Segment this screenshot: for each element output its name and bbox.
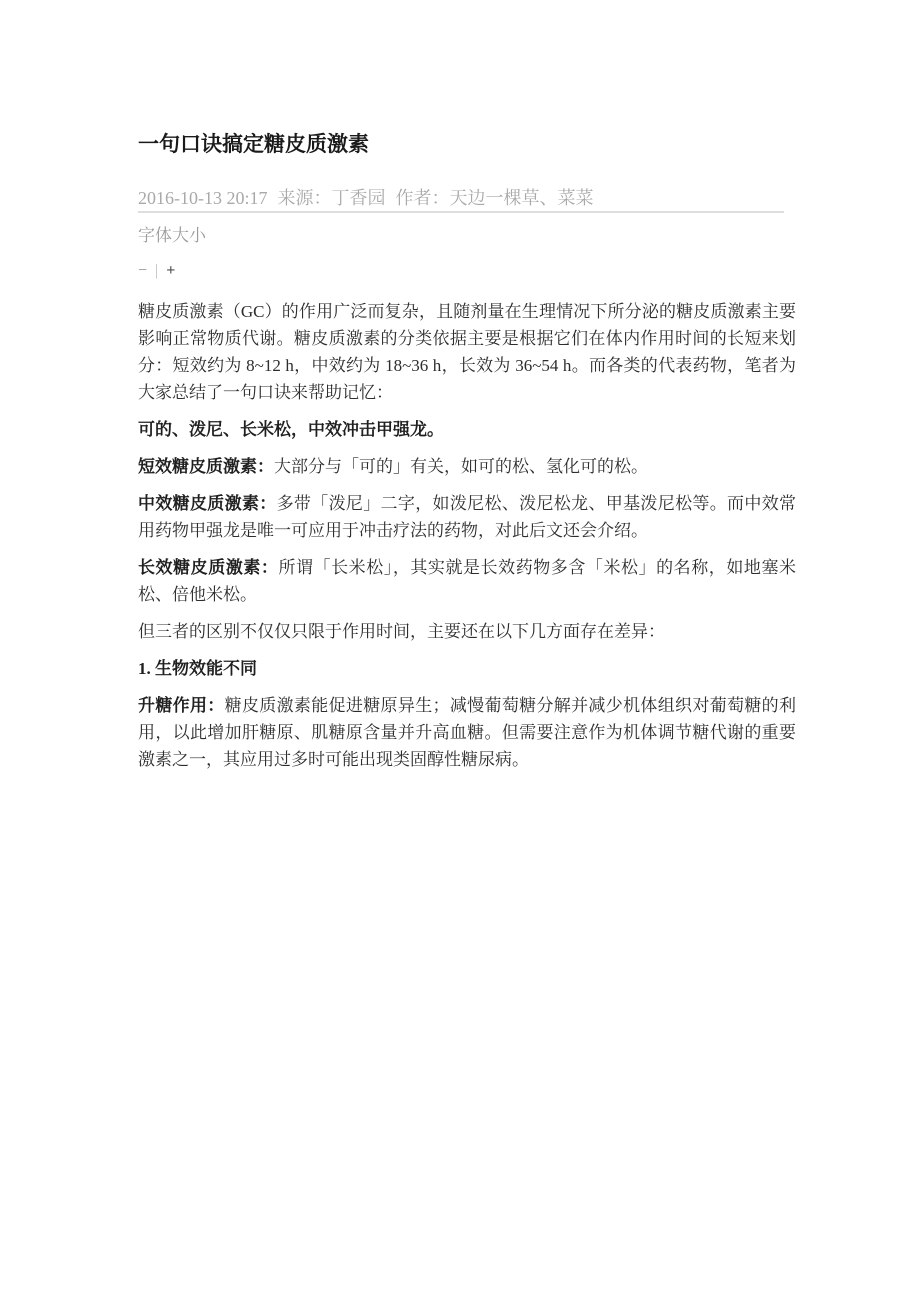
paragraph: 短效糖皮质激素：大部分与「可的」有关，如可的松、氢化可的松。 <box>138 457 648 476</box>
document-page <box>138 0 796 783</box>
paragraph-lead: 升糖作用： <box>138 696 225 715</box>
author-names: 天边一棵草、菜菜 <box>449 188 594 208</box>
paragraph: 长效糖皮质激素：所谓「长米松」，其实就是长效药物多含「米松」的名称，如地塞米松、倍他米松。 <box>138 558 797 604</box>
paragraph: 升糖作用：糖皮质激素能促进糖原异生；减慢葡萄糖分解并减少机体组织对葡萄糖的利用，以此增加肝糖原、肌糖原含量并升高血糖。但需要注意作为机体调节糖代谢的重要激素之一，其应用过多时可能出现类固醇性糖尿病。 <box>138 696 797 769</box>
paragraph-lead: 长效糖皮质激素： <box>138 558 279 577</box>
mnemonic-line: 可的、泼尼、长米松，中效冲击甲强龙。 <box>138 420 444 439</box>
font-controls-divider: | <box>155 262 159 279</box>
article-meta <box>138 188 784 213</box>
author-label: 作者： <box>395 188 450 208</box>
paragraph-lead: 中效糖皮质激素： <box>138 494 277 513</box>
source-name: 丁香园 <box>331 188 386 208</box>
font-increase-button[interactable]: + <box>166 262 176 279</box>
section-heading: 1. 生物效能不同 <box>138 659 257 678</box>
font-size-controls <box>138 263 796 278</box>
paragraph: 中效糖皮质激素：多带「泼尼」二字，如泼尼松、泼尼松龙、甲基泼尼松等。而中效常用药物甲强龙是唯一可应用于冲击疗法的药物，对此后文还会介绍。 <box>138 494 797 540</box>
source-label: 来源： <box>277 188 332 208</box>
paragraph: 糖皮质激素（GC）的作用广泛而复杂，且随剂量在生理情况下所分泌的糖皮质激素主要影响正常物质代谢。糖皮质激素的分类依据主要是根据它们在体内作用时间的长短来划分：短效约为 8~12 h，中效约为 18~36 h，长效为 36~54 h。而各类的代表药物，笔者为大家总结了一句口诀来帮助记忆： <box>138 302 796 402</box>
article-title: 一句口诀搞定糖皮质激素 <box>138 132 369 156</box>
font-size-label: 字体大小 <box>138 226 206 245</box>
paragraph: 但三者的区别不仅仅只限于作用时间，主要还在以下几方面存在差异： <box>138 622 665 641</box>
article-body <box>138 298 796 773</box>
font-decrease-button[interactable]: − <box>138 262 148 279</box>
paragraph-lead: 短效糖皮质激素： <box>138 457 274 476</box>
publish-datetime: 2016-10-13 20:17 <box>138 188 268 208</box>
